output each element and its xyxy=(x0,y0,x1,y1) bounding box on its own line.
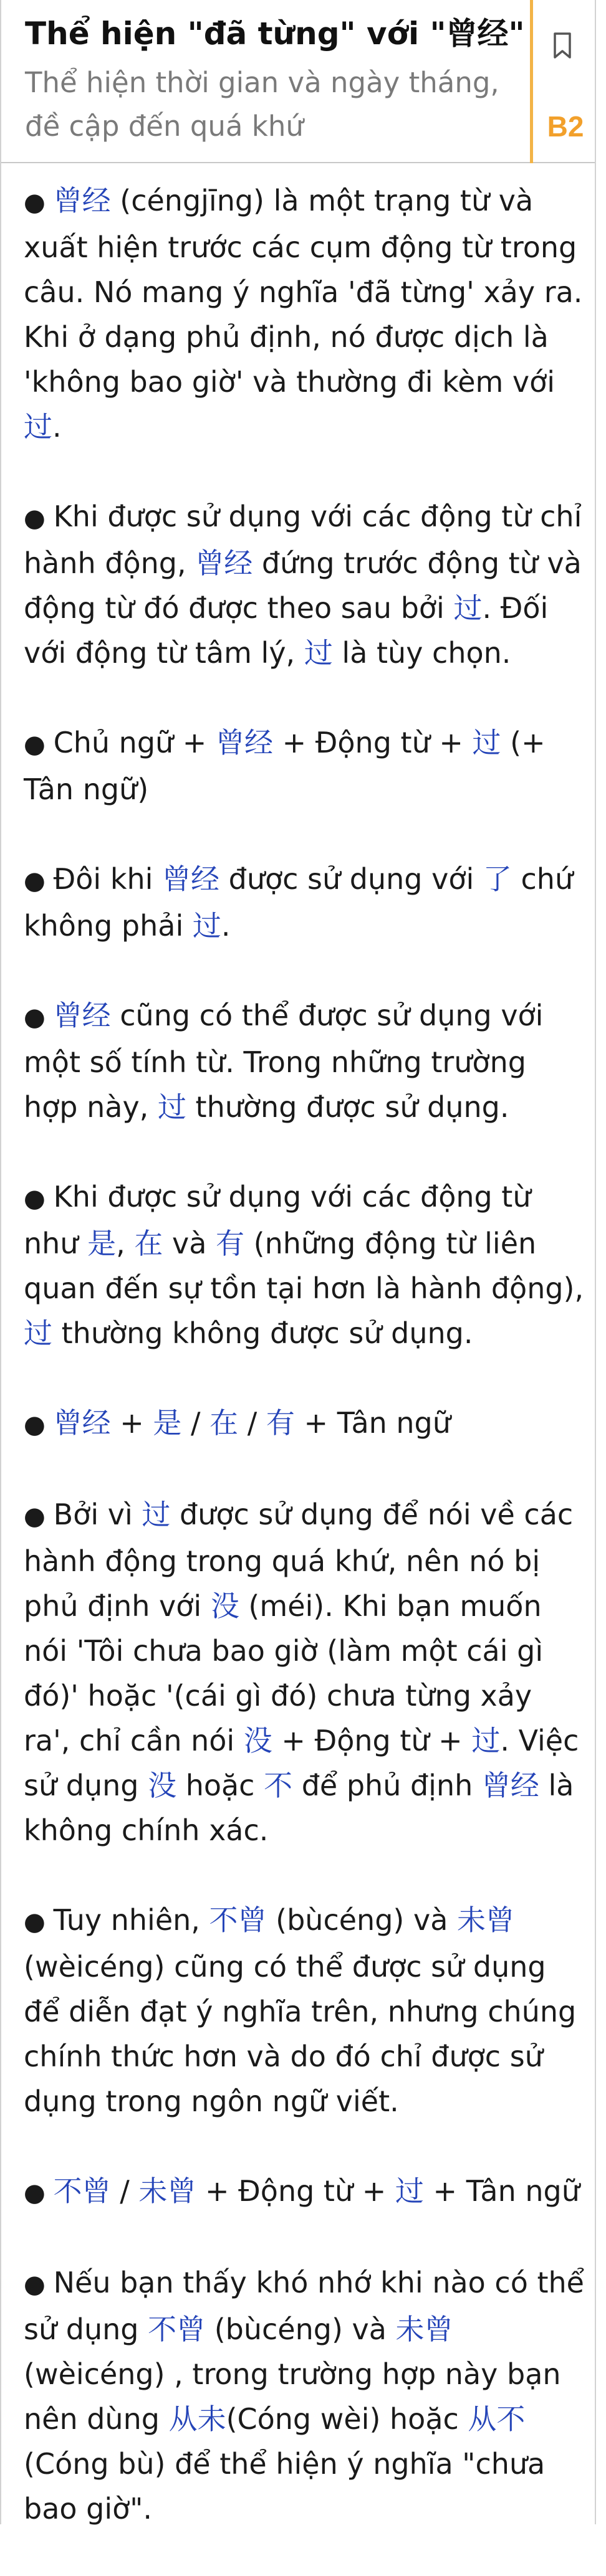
chinese-term: 过 xyxy=(453,591,483,625)
chinese-term: 在 xyxy=(134,1227,163,1260)
paragraph-text: Đôi khi xyxy=(53,862,163,896)
paragraph-text: + Động từ + xyxy=(272,726,473,759)
grammar-paragraph xyxy=(24,2169,585,2215)
chinese-term: 未曾 xyxy=(395,2312,453,2346)
bullet-icon: ● xyxy=(24,1410,54,1439)
chinese-term: 曾经 xyxy=(53,999,111,1032)
paragraph-text: (bùcéng) và xyxy=(266,1903,457,1937)
paragraph-text: Khi được sử dụng với các động từ chỉ hành động, xyxy=(24,500,582,580)
paragraph-text: , xyxy=(116,1227,135,1260)
chinese-term: 是 xyxy=(153,1406,182,1440)
paragraph-text: và xyxy=(163,1227,216,1260)
paragraph-text: (bùcéng) và xyxy=(205,2312,396,2346)
chinese-term: 过 xyxy=(472,726,501,759)
paragraph-text: thường không được sử dụng. xyxy=(52,1316,473,1350)
chinese-term: 有 xyxy=(266,1406,295,1440)
paragraph-text: Bởi vì xyxy=(53,1498,142,1531)
chinese-term: 不曾 xyxy=(148,2312,206,2346)
bullet-icon: ● xyxy=(24,1502,54,1531)
paragraph-text: đứng trước động từ và động từ đó được theo sau bởi xyxy=(24,546,582,625)
paragraph-text: (wèicéng) cũng có thể được sử dụng để diễn đạt ý nghĩa trên, nhưng chúng chính thức hơn và do đó chỉ được sử dụng trong ngôn ngữ viết. xyxy=(24,1950,577,2118)
grammar-content xyxy=(24,178,585,2576)
paragraph-text: là tùy chọn. xyxy=(332,636,511,670)
page-title: Thể hiện "đã từng" với "曾经" xyxy=(25,16,525,52)
chinese-term: 是 xyxy=(87,1227,117,1260)
paragraph-text: là không chính xác. xyxy=(24,1769,574,1847)
paragraph-text: / xyxy=(110,2174,139,2208)
paragraph-text: . xyxy=(221,909,231,943)
chinese-term: 从不 xyxy=(468,2402,526,2436)
grammar-paragraph xyxy=(24,720,585,812)
bullet-icon: ● xyxy=(24,867,54,895)
paragraph-text: (méi). Khi bạn muốn nói 'Tôi chưa bao giờ (làm một cái gì đó)' hoặc '(cái gì đó) chưa từng xảy ra', chỉ cần nói xyxy=(24,1589,544,1757)
grammar-paragraph xyxy=(24,178,585,449)
paragraph-text: để phủ định xyxy=(292,1769,482,1802)
paragraph-text: + Tân ngữ xyxy=(294,1406,451,1440)
chinese-term: 曾经 xyxy=(195,546,253,580)
paragraph-text: Nếu bạn thấy khó nhớ khi nào có thể sử dụng xyxy=(24,2266,584,2346)
chinese-term: 过 xyxy=(471,1724,501,1757)
chinese-term: 有 xyxy=(216,1227,244,1260)
paragraph-text: (Cóng wèi) hoặc xyxy=(226,2402,468,2436)
bullet-icon: ● xyxy=(24,1184,54,1213)
paragraph-text: (+ Tân ngữ) xyxy=(24,726,546,806)
grammar-paragraph xyxy=(24,1400,585,1447)
chinese-term: 过 xyxy=(142,1498,171,1531)
bullet-icon: ● xyxy=(24,2270,54,2299)
chinese-term: 未曾 xyxy=(457,1903,514,1937)
paragraph-text: Chủ ngữ + xyxy=(53,726,216,759)
chinese-term: 过 xyxy=(24,1316,52,1350)
chinese-term: 了 xyxy=(483,862,512,896)
chinese-term: 曾经 xyxy=(215,726,273,759)
paragraph-text: + Tân ngữ xyxy=(423,2174,580,2208)
chinese-term: 没 xyxy=(148,1769,177,1802)
chinese-term: 没 xyxy=(210,1589,239,1623)
grammar-paragraph xyxy=(24,494,585,675)
bullet-icon: ● xyxy=(24,1003,54,1032)
bullet-icon: ● xyxy=(24,188,54,217)
accent-divider xyxy=(530,0,533,163)
level-badge: B2 xyxy=(547,110,584,143)
paragraph-text: . Đối với động từ tâm lý, xyxy=(24,591,549,670)
chinese-term: 曾经 xyxy=(53,1406,111,1440)
chinese-term: 不 xyxy=(264,1769,293,1802)
bookmark-icon[interactable] xyxy=(549,30,576,61)
chinese-term: 过 xyxy=(304,636,333,670)
paragraph-text: . xyxy=(52,410,62,444)
chinese-term: 过 xyxy=(192,909,221,943)
bullet-icon: ● xyxy=(24,504,54,533)
paragraph-text: (wèicéng) , trong trường hợp này bạn nên dùng xyxy=(24,2357,561,2436)
bullet-icon: ● xyxy=(24,2179,54,2207)
chinese-term: 不曾 xyxy=(209,1903,267,1937)
paragraph-text: (những động từ liên quan đến sự tồn tại hơn là hành động), xyxy=(24,1227,584,1305)
paragraph-text: chứ không phải xyxy=(24,862,574,943)
paragraph-text: Khi được sử dụng với các động từ như xyxy=(24,1180,531,1260)
paragraph-text: được sử dụng với xyxy=(219,862,483,896)
grammar-paragraph xyxy=(24,993,585,1129)
bullet-icon: ● xyxy=(24,1908,54,1936)
chinese-term: 曾经 xyxy=(481,1769,539,1802)
paragraph-text: + Động từ + xyxy=(272,1724,472,1757)
grammar-paragraph xyxy=(24,1492,585,1853)
paragraph-text: (céngjīng) là một trạng từ và xuất hiện trước các cụm động từ trong câu. Nó mang ý nghĩa 'đã từng' xảy ra. Khi ở dạng phủ định, nó được dịch là 'không bao giờ' và thường đi kèm với xyxy=(24,184,583,399)
grammar-paragraph xyxy=(24,1174,585,1356)
chinese-term: 在 xyxy=(209,1406,239,1440)
paragraph-text: + xyxy=(110,1406,153,1440)
paragraph-text: thường được sử dụng. xyxy=(186,1090,509,1124)
page-subtitle: Thể hiện thời gian và ngày tháng, đề cập đến quá khứ xyxy=(25,66,499,143)
chinese-term: 从未 xyxy=(168,2402,226,2436)
paragraph-text: + Động từ + xyxy=(196,2174,395,2208)
chinese-term: 没 xyxy=(243,1724,272,1757)
chinese-term: 过 xyxy=(395,2174,424,2208)
chinese-term: 未曾 xyxy=(138,2174,196,2208)
paragraph-text: Tuy nhiên, xyxy=(53,1903,209,1937)
paragraph-text: cũng có thể được sử dụng với một số tính từ. Trong những trường hợp này, xyxy=(24,999,544,1124)
grammar-paragraph xyxy=(24,2260,585,2531)
grammar-paragraph xyxy=(24,857,585,948)
chinese-term: 曾经 xyxy=(53,184,111,217)
paragraph-text: (Cóng bù) để thể hiện ý nghĩa "chưa bao giờ". xyxy=(24,2447,546,2526)
chinese-term: 过 xyxy=(157,1090,186,1124)
paragraph-text: hoặc xyxy=(176,1769,264,1802)
grammar-paragraph xyxy=(24,1898,585,2124)
paragraph-text: / xyxy=(181,1406,210,1440)
chinese-term: 不曾 xyxy=(53,2174,111,2208)
paragraph-text: / xyxy=(238,1406,266,1440)
chinese-term: 曾经 xyxy=(162,862,220,896)
paragraph-text: được sử dụng để nói về các hành động trong quá khứ, nên nó bị phủ định với xyxy=(24,1498,574,1623)
grammar-header xyxy=(1,0,595,163)
bullet-icon: ● xyxy=(24,730,54,759)
paragraph-text: . Việc sử dụng xyxy=(24,1724,579,1802)
chinese-term: 过 xyxy=(24,410,52,444)
